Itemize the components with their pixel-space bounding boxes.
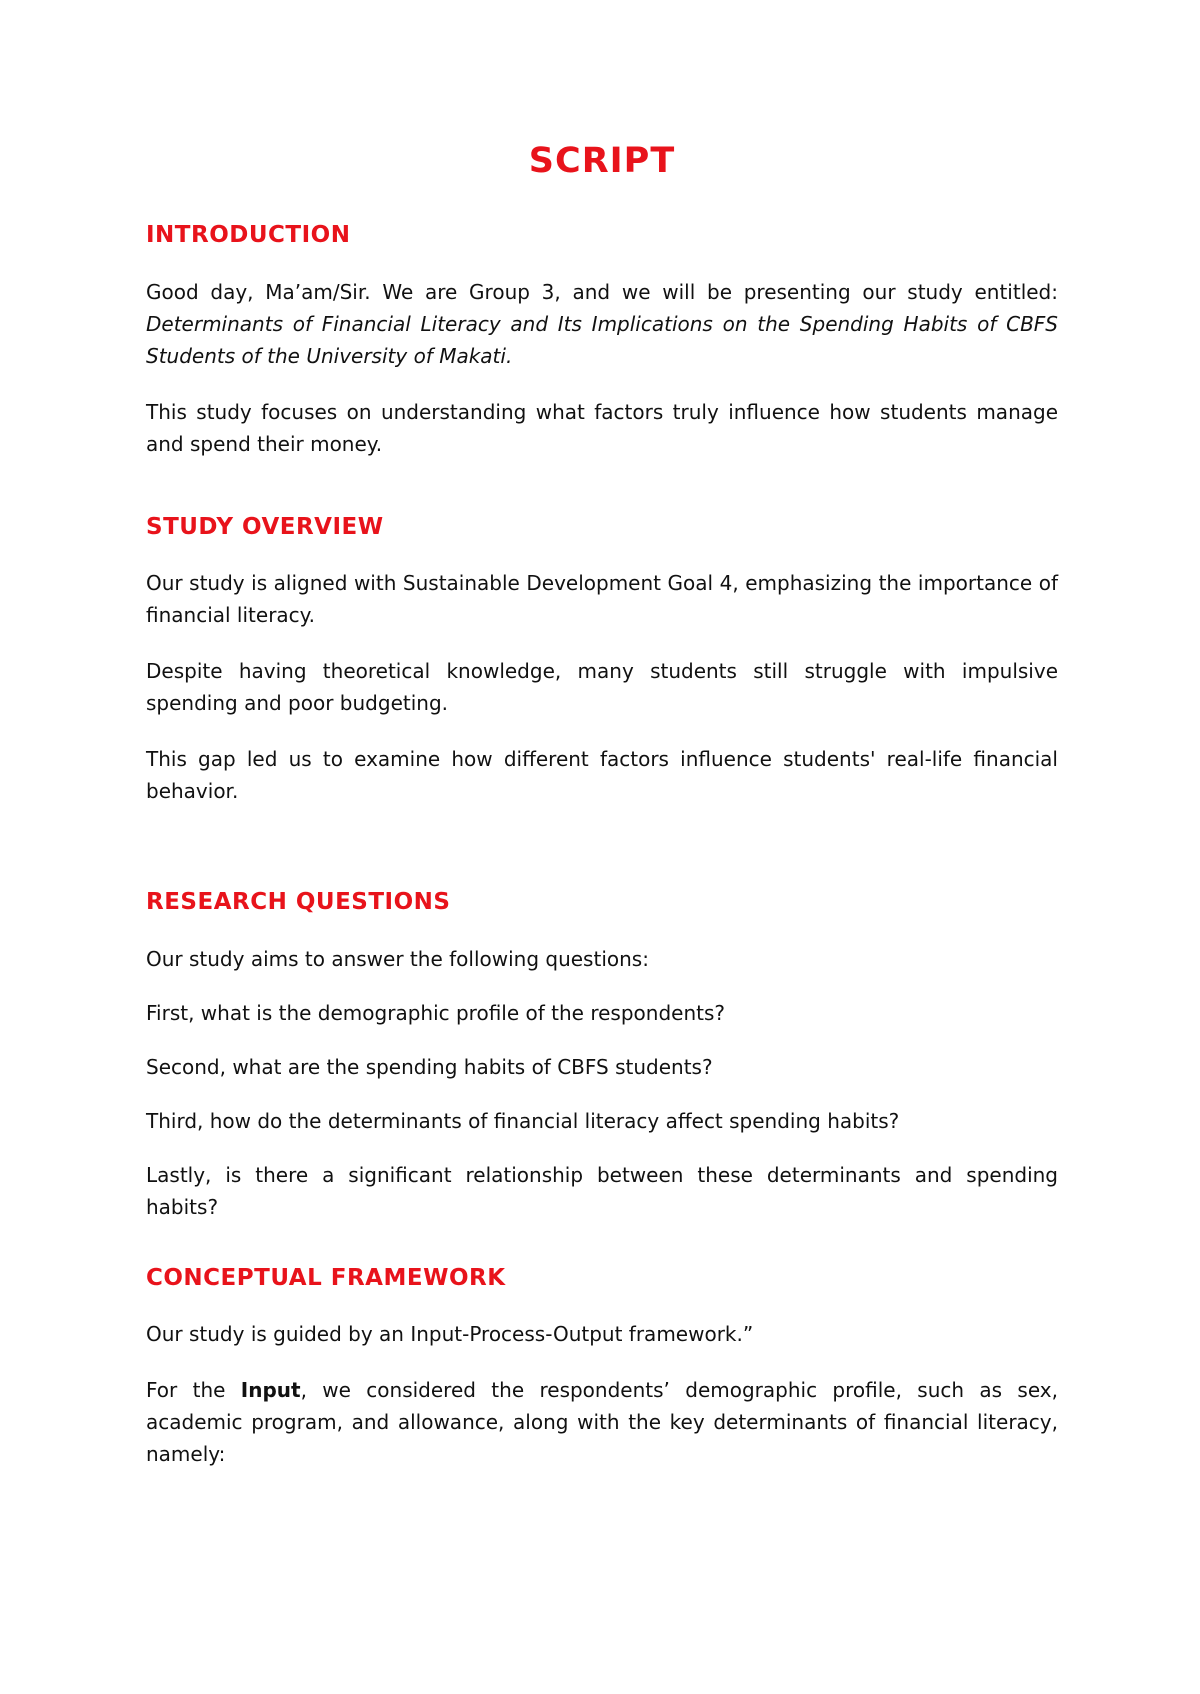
study-overview-section [146,514,1058,808]
research-question-2: Second, what are the spending habits of CBFS students? [146,1054,713,1079]
document-page [146,140,1058,1494]
study-title-text: Determinants of Financial Literacy and Its Implications on the Spending Habits of CBFS Students of the University of Makati. [146,311,1058,368]
input-bold-term: Input [240,1378,301,1403]
conceptual-framework-paragraph-2 [146,1374,1058,1470]
research-question-3: Third, how do the determinants of financial literacy affect spending habits? [146,1108,900,1133]
introduction-section [146,222,1058,460]
introduction-paragraph-2: This study focuses on understanding what factors truly influence how students manage and spend their money. [146,399,1058,456]
input-description-text: , we considered the respondents’ demographic profile, such as sex, academic program, and allowance, along with the key determinants of financial literacy, namely: [146,1378,1058,1467]
study-overview-paragraph-3: This gap led us to examine how different factors influence students' real-life financial behavior. [146,747,1058,804]
introduction-lead-text: Good day, Ma’am/Sir. We are Group 3, and we will be presenting our study entitled: [146,279,1058,304]
research-questions-heading: RESEARCH QUESTIONS [146,889,451,916]
research-questions-intro: Our study aims to answer the following questions: [146,946,649,971]
research-questions-section [146,889,1058,1223]
research-question-1: First, what is the demographic profile of the respondents? [146,1000,725,1025]
study-overview-paragraph-1: Our study is aligned with Sustainable Development Goal 4, emphasizing the importance of financial literacy. [146,571,1058,628]
conceptual-framework-section [146,1265,1058,1471]
study-overview-heading: STUDY OVERVIEW [146,513,384,540]
introduction-paragraph-1 [146,276,1058,372]
conceptual-framework-paragraph-1: Our study is guided by an Input-Process-Output framework.” [146,1322,754,1347]
study-overview-paragraph-2: Despite having theoretical knowledge, many students still struggle with impulsive spending and poor budgeting. [146,659,1058,716]
introduction-heading: INTRODUCTION [146,222,351,248]
document-title: SCRIPT [528,141,676,181]
input-lead-text: For the [146,1378,226,1403]
research-question-4: Lastly, is there a significant relationship between these determinants and spending habits? [146,1162,1058,1219]
conceptual-framework-heading: CONCEPTUAL FRAMEWORK [146,1264,506,1291]
